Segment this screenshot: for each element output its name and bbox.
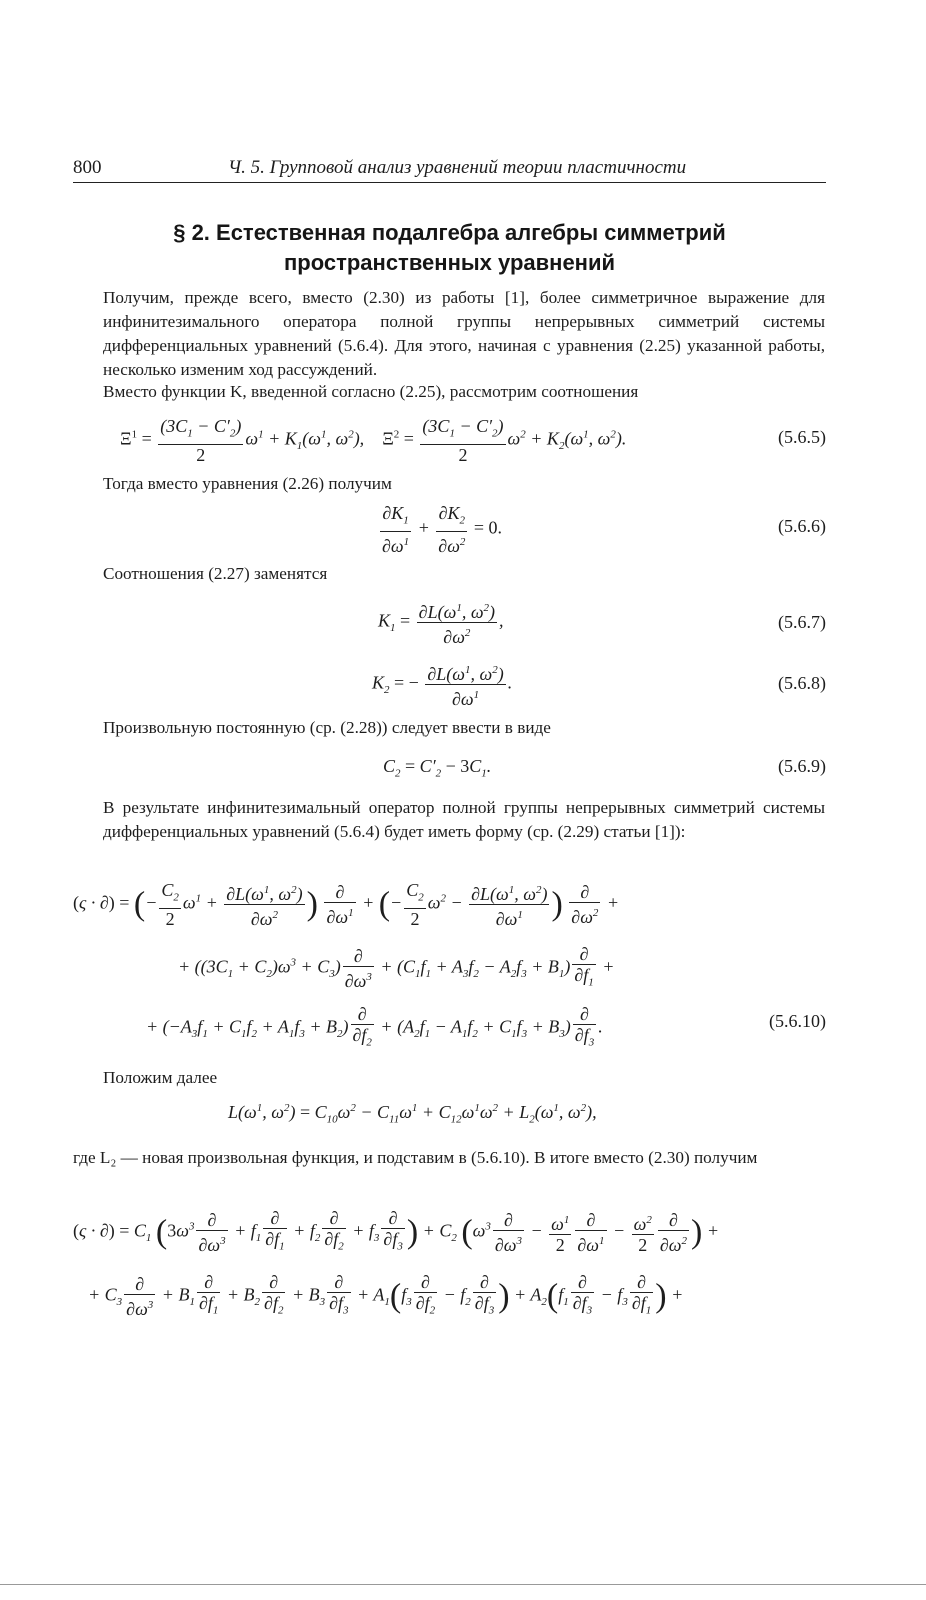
paragraph-then: Тогда вместо уравнения (2.26) получим (103, 474, 392, 493)
paragraph-where: где L₂ — новая произвольная функция, и подставим в (5.6.10). В итоге вместо (2.30) получим (73, 1148, 758, 1167)
equation-5-6-10-line3: + $(-A_3f_1 + C_1f_2 + A_1f_3 + B_2)$ $\frac{\partial}{\partial f_2}$ + $(A_2f_1 - A_1f_2 + C_1f_3 + B_3)$ $\frac{\partial}{\partial f_3}$ . (146, 1004, 603, 1049)
equation-l-function: $L(\omega^1$, $\omega^2) = C_{10}\omega^2 - C_{11}\omega^1 + C_{12}\omega^1\omega^2 + L_2(\omega^1$, $\omega^2$), (228, 1102, 597, 1126)
paragraph-instead: Вместо функции K, введенной согласно (2.25), рассмотрим соотношения (103, 382, 639, 401)
equation-number-5-6-5: (5.6.5) (778, 427, 826, 447)
equation-5-6-5: $\Xi^1$ = $\frac{(3C_1 - C'_2)}{2}$ $\omega^1 + K_1(\omega^1$, $\omega^2$), $\Xi^2$ = $\frac{(3C_1 - C'_2)}{2}$ $\omega^2 + K_2(\omega^1$, $\omega^2$). (120, 416, 627, 465)
equation-number-5-6-6: (5.6.6) (778, 516, 826, 536)
paragraph-relations: Соотношения (2.27) заменятся (103, 564, 328, 583)
header-rule (73, 182, 826, 183)
equation-5-6-6: $\frac{\partial K_1}{\partial\omega^1}$ + $\frac{\partial K_2}{\partial\omega^2}$ = 0. (382, 503, 503, 556)
running-title: Ч. 5. Групповой анализ уравнений теории пластичности (228, 157, 687, 178)
equation-5-6-10-line2: + $((3C_1 + C_2)\omega^3 + C_3)$ $\frac{\partial}{\partial\omega^3}$ + $(C_1f_1 + A_3f_2 - A_2f_3 + B_1)$ $\frac{\partial}{\partial f_1}$ + (178, 944, 615, 991)
paragraph-result: В результате инфинитезимальный оператор полной группы непрерывных симметрий системы дифференциальных уравнений (5.6.4) будет иметь форму (ср. (2.29) статьи [1]): (103, 798, 825, 841)
equation-final-line2: + $C_3$ $\frac{\partial}{\partial\omega^3}$ + $B_1$ $\frac{\partial}{\partial f_1}$ + $B_2$ $\frac{\partial}{\partial f_2}$ + $B_3$ $\frac{\partial}{\partial f_3}$ + $A_1(f_3$ $\frac{\partial}{\partial f_2}$ − $f_2$ $\frac{\partial}{\partial f_3}$ ) + $A_2(f_1$ $\frac{\partial}{\partial f_3}$ − $f_3$ $\frac{\partial}{\partial f_1}$ ) + (88, 1272, 684, 1319)
section-title-line2: пространственных уравнений (283, 250, 616, 275)
equation-5-6-7: $K_1$ = $\frac{\partial L(\omega^1, \omega^2)}{\partial\omega^2}$ , (378, 598, 504, 647)
section-title-line1: § 2. Естественная подалгебра алгебры симметрий (173, 220, 726, 245)
section-title (73, 218, 826, 278)
equation-number-5-6-7: (5.6.7) (778, 612, 826, 632)
equation-number-5-6-9: (5.6.9) (778, 756, 826, 776)
equation-number-5-6-10: (5.6.10) (769, 1011, 826, 1031)
paragraph-constant: Произвольную постоянную (ср. (2.28)) следует ввести в виде (103, 718, 551, 737)
paragraph-assume: Положим далее (103, 1068, 218, 1087)
page-bottom-edge (0, 1584, 926, 1585)
equation-5-6-9: $C_2 = C'_2 - 3C_1$. (383, 756, 492, 780)
equation-number-5-6-8: (5.6.8) (778, 673, 826, 693)
page-number: 800 (73, 157, 102, 178)
equation-5-6-10-line1: (ς · ∂) = (− $\frac{C_2}{2}$ $\omega^1$ + $\frac{\partial L(\omega^1, \omega^2)}{\partial\omega^2}$ ) $\frac{\partial}{\partial\omega^1}$ + (− $\frac{C_2}{2}$ $\omega^2$ − $\frac{\partial L(\omega^1, \omega^2)}{\partial\omega^1}$ ) $\frac{\partial}{\partial\omega^2}$ + (73, 880, 620, 929)
equation-5-6-8: $K_2$ = − $\frac{\partial L(\omega^1, \omega^2)}{\partial\omega^1}$ . (372, 660, 512, 709)
paragraph-intro: Получим, прежде всего, вместо (2.30) из работы [1], более симметричное выражение для инфинитезимального оператора полной группы непрерывных симметрий системы дифференциальных уравнений (5.6.4). Для этого, начиная с уравнения (2.25) указанной работы, несколько изменим ход рассуждений. (103, 288, 825, 379)
equation-final-line1: (ς · ∂) = $C_1$ ($3\omega^3$ $\frac{\partial}{\partial\omega^3}$ + $f_1$ $\frac{\partial}{\partial f_1}$ + $f_2$ $\frac{\partial}{\partial f_2}$ + $f_3$ $\frac{\partial}{\partial f_3}$ ) + $C_2$ ($\omega^3$ $\frac{\partial}{\partial\omega^3}$ − $\frac{\omega^1}{2}$ $\frac{\partial}{\partial\omega^1}$ − $\frac{\omega^2}{2}$ $\frac{\partial}{\partial\omega^2}$ ) + (73, 1208, 719, 1255)
